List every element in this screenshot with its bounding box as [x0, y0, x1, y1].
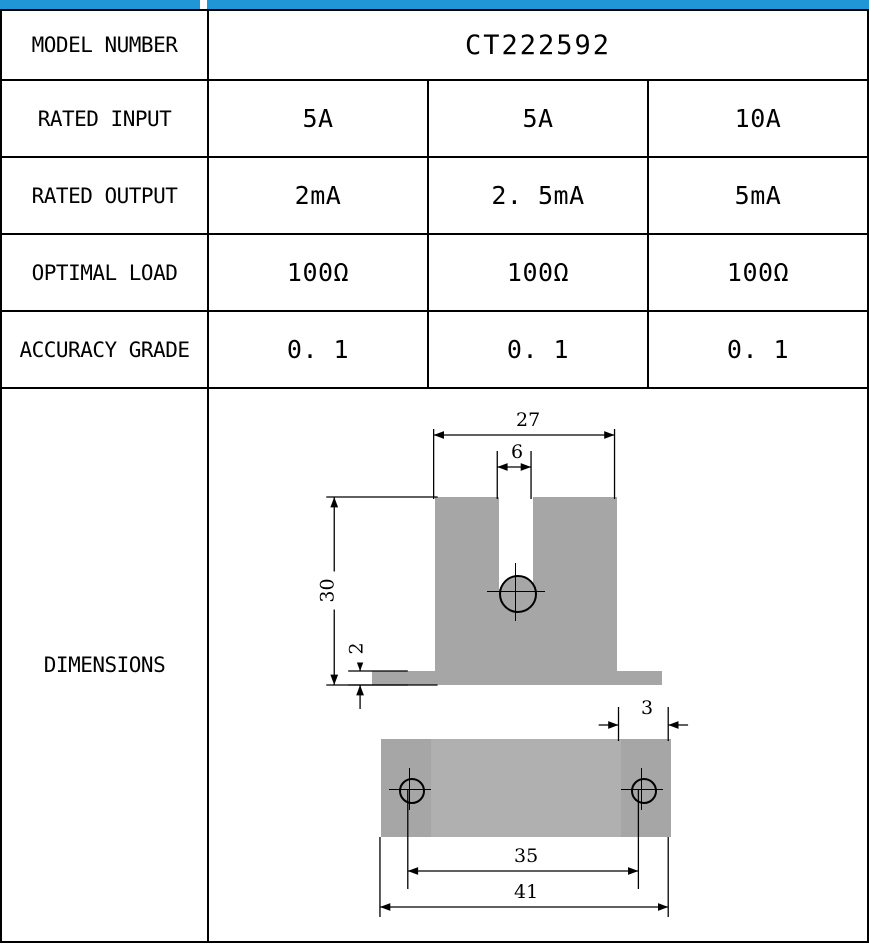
table-row-optimal-load — [1, 234, 868, 311]
cell-rated-input-2: 5A — [428, 80, 648, 157]
top-view-hole-right-centerline-v — [641, 768, 642, 810]
front-view-hole-centerline-h — [487, 591, 545, 592]
dim-label-2: 2 — [348, 635, 367, 663]
cell-optimal-load-3: 100Ω — [648, 234, 868, 311]
table-row-rated-input — [1, 80, 868, 157]
dimension-drawing — [209, 389, 867, 941]
accent-bar-left — [0, 0, 200, 9]
accent-bar-right — [207, 0, 869, 9]
cell-rated-input-3: 10A — [648, 80, 868, 157]
top-view-hole-left-centerline-v — [409, 768, 410, 810]
row-label-rated-input: RATED INPUT — [1, 80, 208, 157]
dim-30 — [326, 497, 437, 685]
cell-rated-output-2: 2. 5mA — [428, 157, 648, 234]
row-label-optimal-load: OPTIMAL LOAD — [1, 234, 208, 311]
row-label-accuracy-grade: ACCURACY GRADE — [1, 311, 208, 388]
cell-rated-output-1: 2mA — [208, 157, 428, 234]
table-row-model — [1, 10, 868, 80]
top-view-hole-right-centerline-h — [621, 789, 663, 790]
top-view-hole-left-centerline-h — [389, 789, 431, 790]
cell-dimension-drawing — [208, 388, 868, 942]
dim-label-6: 6 — [511, 441, 524, 463]
specification-table — [0, 9, 869, 943]
table-row-dimensions — [1, 388, 868, 942]
top-view-inner-band — [431, 739, 621, 837]
top-view-hole-right — [631, 778, 657, 804]
dim-label-41: 41 — [514, 881, 539, 903]
top-view-hole-left — [399, 778, 425, 804]
dim-label-27: 27 — [516, 409, 541, 431]
table-row-accuracy-grade — [1, 311, 868, 388]
front-view-mounting-hole — [499, 575, 537, 613]
front-view-base-foot — [372, 671, 662, 685]
cell-accuracy-grade-2: 0. 1 — [428, 311, 648, 388]
dim-label-3: 3 — [641, 697, 654, 719]
cell-optimal-load-1: 100Ω — [208, 234, 428, 311]
cell-rated-input-1: 5A — [208, 80, 428, 157]
row-label-model-number: MODEL NUMBER — [1, 10, 208, 80]
table-row-rated-output — [1, 157, 868, 234]
row-label-dimensions: DIMENSIONS — [1, 388, 208, 942]
cell-accuracy-grade-1: 0. 1 — [208, 311, 428, 388]
cell-model-number-value: CT222592 — [208, 10, 868, 80]
dim-27 — [434, 429, 615, 499]
front-view-hole-centerline-v — [515, 563, 516, 621]
cell-optimal-load-2: 100Ω — [428, 234, 648, 311]
cell-accuracy-grade-3: 0. 1 — [648, 311, 868, 388]
dim-label-30: 30 — [319, 572, 338, 610]
dim-label-35: 35 — [514, 845, 539, 867]
cell-rated-output-3: 5mA — [648, 157, 868, 234]
row-label-rated-output: RATED OUTPUT — [1, 157, 208, 234]
